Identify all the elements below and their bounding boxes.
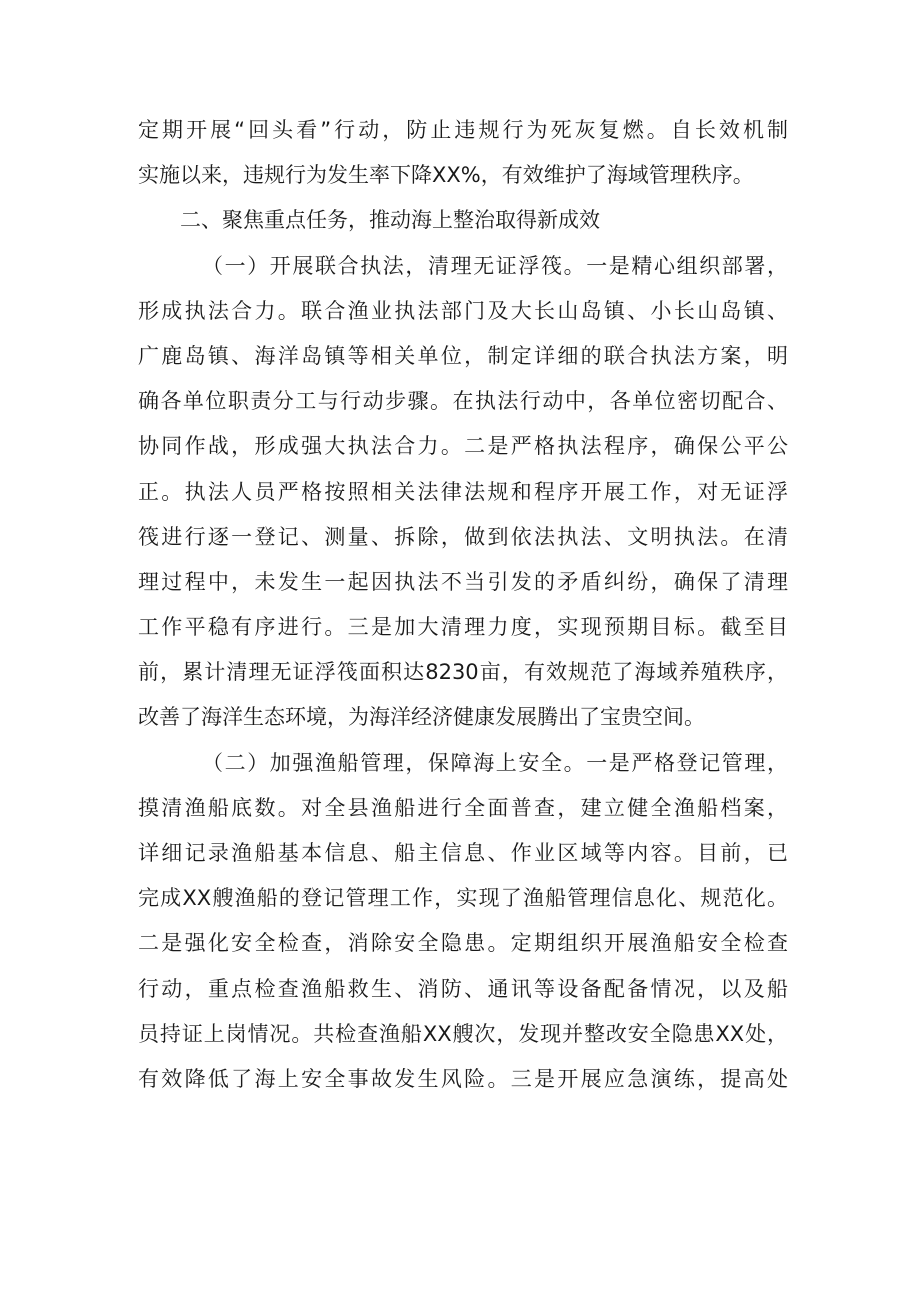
body-line: 改善了海洋生态环境，为海洋经济健康发展腾出了宝贵空间。 bbox=[138, 705, 705, 730]
body-line: 员持证上岗情况。共检查渔船XX艘次，发现并整改安全隐患XX处， bbox=[138, 1021, 788, 1046]
body-line: 正。执法人员严格按照相关法律法规和程序开展工作，对无证浮 bbox=[138, 479, 788, 504]
body-line: 工作平稳有序进行。三是加大清理力度，实现预期目标。截至目 bbox=[138, 615, 788, 640]
body-line: 确各单位职责分工与行动步骤。在执法行动中，各单位密切配合、 bbox=[138, 389, 788, 414]
body-line: 完成XX艘渔船的登记管理工作，实现了渔船管理信息化、规范化。 bbox=[138, 886, 788, 911]
body-line: 协同作战，形成强大执法合力。二是严格执法程序，确保公平公 bbox=[138, 434, 788, 459]
body-line: 理过程中，未发生一起因执法不当引发的矛盾纠纷，确保了清理 bbox=[138, 569, 788, 594]
body-line: 行动，重点检查渔船救生、消防、通讯等设备配备情况，以及船 bbox=[138, 976, 788, 1001]
document-body bbox=[138, 108, 788, 1102]
subsection-heading-line: （一）开展联合执法，清理无证浮筏。一是精心组织部署， bbox=[202, 253, 788, 278]
body-line: 形成执法合力。联合渔业执法部门及大长山岛镇、小长山岛镇、 bbox=[138, 298, 788, 323]
body-line: 详细记录渔船基本信息、船主信息、作业区域等内容。目前，已 bbox=[138, 841, 788, 865]
body-line: 广鹿岛镇、海洋岛镇等相关单位，制定详细的联合执法方案，明 bbox=[138, 343, 788, 368]
body-line: 筏进行逐一登记、测量、拆除，做到依法执法、文明执法。在清 bbox=[138, 524, 788, 549]
body-line: 摸清渔船底数。对全县渔船进行全面普查，建立健全渔船档案， bbox=[138, 795, 788, 820]
subsection-heading-line: （二）加强渔船管理，保障海上安全。一是严格登记管理， bbox=[202, 750, 788, 775]
body-line: 定期开展“回头看”行动，防止违规行为死灰复燃。自长效机制 bbox=[138, 118, 788, 142]
body-line: 二是强化安全检查，消除安全隐患。定期组织开展渔船安全检查 bbox=[138, 931, 788, 956]
section-heading: 二、聚焦重点任务，推动海上整治取得新成效 bbox=[180, 208, 600, 233]
body-line: 实施以来，违规行为发生率下降XX%，有效维护了海域管理秩序。 bbox=[138, 163, 754, 188]
body-line: 有效降低了海上安全事故发生风险。三是开展应急演练，提高处 bbox=[138, 1066, 788, 1091]
body-line: 前，累计清理无证浮筏面积达8230亩，有效规范了海域养殖秩序， bbox=[138, 660, 788, 685]
